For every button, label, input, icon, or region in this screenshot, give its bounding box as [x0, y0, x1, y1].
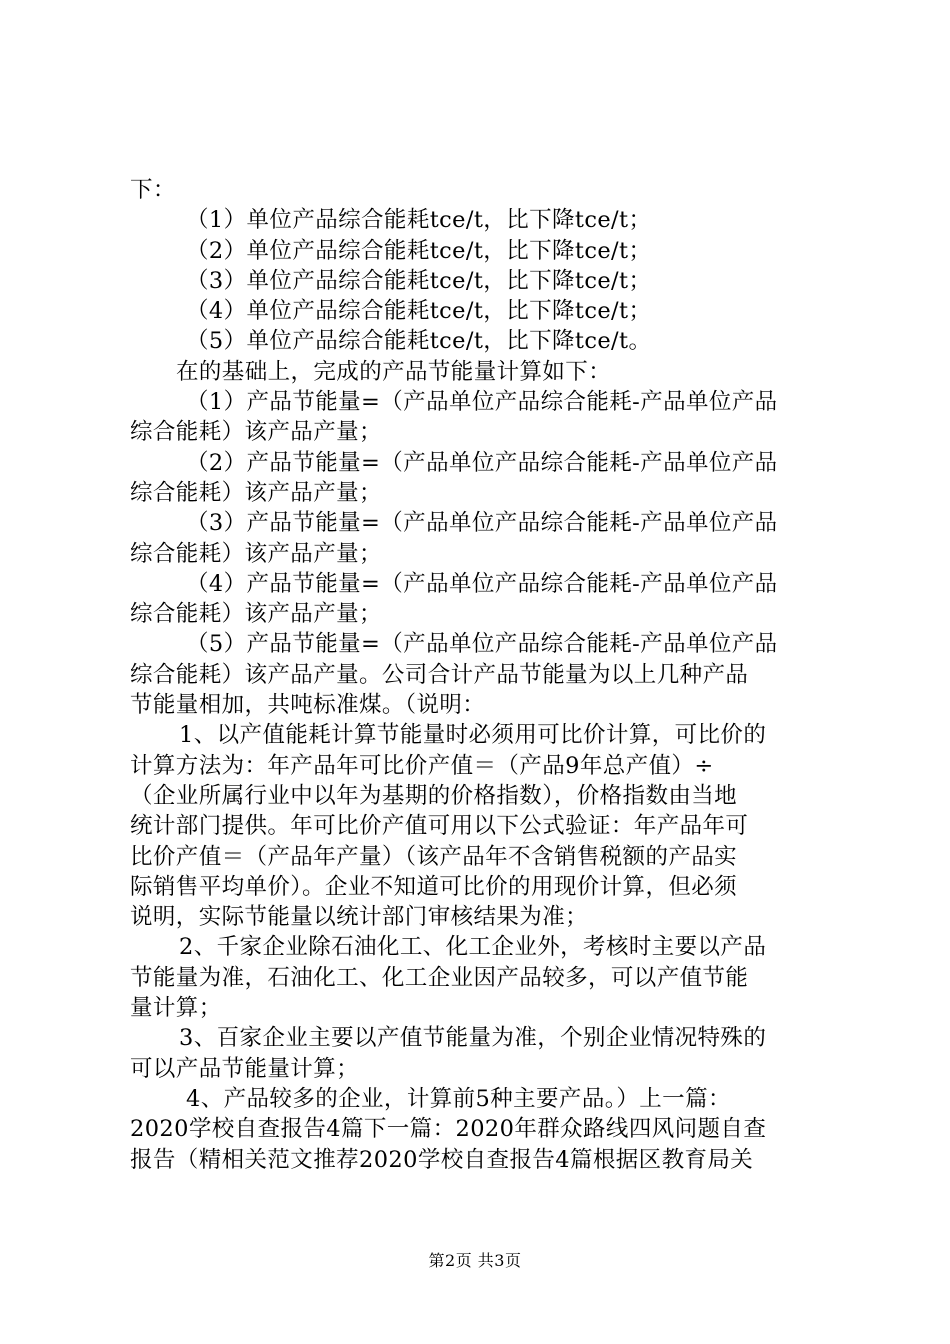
text-line: （5）产品节能量=（产品单位产品综合能耗-产品单位产品: [186, 631, 778, 658]
text-line: 量计算；: [130, 995, 222, 1022]
text-line: 统计部门提供。年可比价产值可用以下公式验证：年产品年可: [130, 813, 749, 840]
text-line: 节能量为准，石油化工、化工企业因产品较多，可以产值节能: [130, 964, 749, 991]
text-line: 在的基础上，完成的产品节能量计算如下：: [176, 358, 612, 385]
text-line: 综合能耗）该产品产量；: [130, 479, 382, 506]
text-line: 下：: [130, 177, 176, 203]
text-line: 计算方法为：年产品年可比价产值＝（产品9年总产值）÷: [130, 752, 714, 779]
text-line: （2）单位产品综合能耗tce/t，比下降tce/t；: [186, 237, 652, 264]
text-line: 4、产品较多的企业，计算前5种主要产品。）上一篇：: [186, 1085, 731, 1112]
text-line: （3）产品节能量=（产品单位产品综合能耗-产品单位产品: [186, 510, 778, 537]
text-line: 2、千家企业除石油化工、化工企业外，考核时主要以产品: [179, 934, 767, 961]
text-line: 2020学校自查报告4篇下一篇：2020年群众路线四风问题自查: [130, 1116, 767, 1143]
text-line: 际销售平均单价）。企业不知道可比价的用现价计算，但必须: [130, 873, 738, 900]
text-line: 报告（精相关范文推荐2020学校自查报告4篇根据区教育局关: [130, 1146, 754, 1173]
text-line: 综合能耗）该产品产量；: [130, 601, 382, 628]
page-footer: 第2页 共3页: [428, 1251, 522, 1270]
text-line: （4）单位产品综合能耗tce/t，比下降tce/t；: [186, 298, 652, 325]
text-line: （3）单位产品综合能耗tce/t，比下降tce/t；: [186, 267, 652, 294]
text-line: 3、百家企业主要以产值节能量为准，个别企业情况特殊的: [179, 1025, 767, 1052]
text-line: 综合能耗）该产品产量；: [130, 419, 382, 446]
text-line: （企业所属行业中以年为基期的价格指数），价格指数由当地: [130, 782, 738, 809]
document-body: [130, 175, 830, 1175]
text-line: （1）产品节能量=（产品单位产品综合能耗-产品单位产品: [186, 389, 778, 416]
text-line: （2）产品节能量=（产品单位产品综合能耗-产品单位产品: [186, 449, 778, 476]
text-line: （1）单位产品综合能耗tce/t，比下降tce/t；: [186, 207, 652, 234]
text-line: 节能量相加，共吨标准煤。（说明：: [130, 692, 486, 719]
text-line: 比价产值＝（产品年产量）（该产品年不含销售税额的产品实: [130, 843, 738, 870]
text-line: （5）单位产品综合能耗tce/t，比下降tce/t。: [186, 328, 652, 355]
text-line: 可以产品节能量计算；: [130, 1055, 360, 1082]
text-line: 说明，实际节能量以统计部门审核结果为准；: [130, 904, 589, 931]
text-line: （4）产品节能量=（产品单位产品综合能耗-产品单位产品: [186, 570, 778, 597]
text-line: 1、以产值能耗计算节能量时必须用可比价计算，可比价的: [179, 722, 767, 749]
text-line: 综合能耗）该产品产量；: [130, 540, 382, 567]
text-line: 综合能耗）该产品产量。公司合计产品节能量为以上几种产品: [130, 661, 749, 688]
